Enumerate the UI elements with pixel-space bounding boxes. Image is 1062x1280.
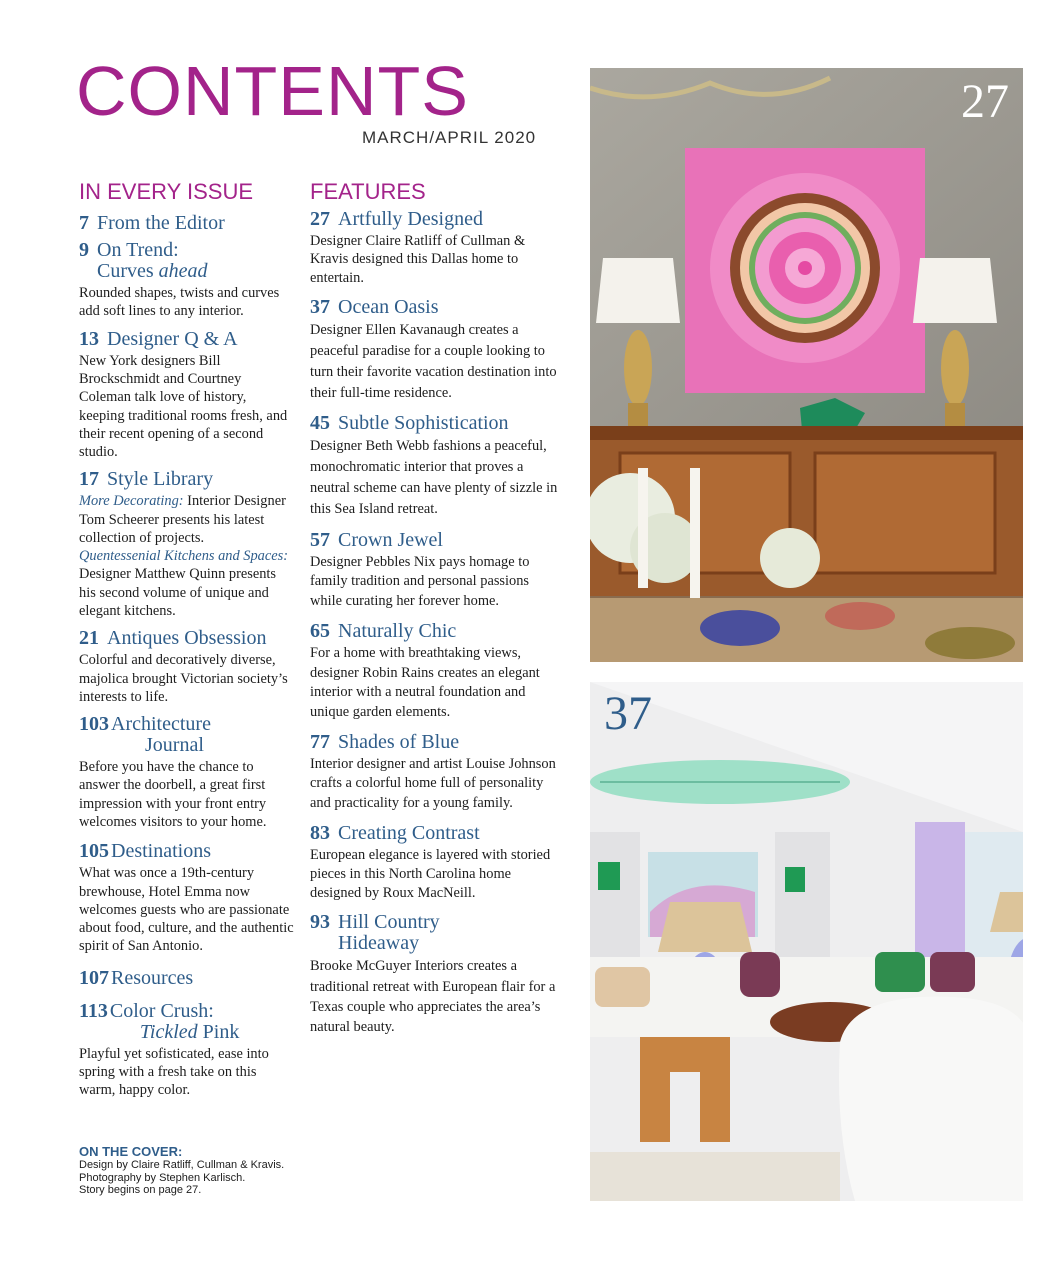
desc-label: Quentessenial Kitchens and Spaces: [79, 548, 289, 565]
page-number: 105 [79, 840, 109, 863]
issue-date: MARCH/APRIL 2020 [362, 128, 537, 147]
page-number: 45 [310, 412, 330, 435]
toc-entry[interactable] [310, 823, 560, 902]
on-the-cover [79, 1144, 314, 1197]
entry-title: Destinations [111, 840, 211, 863]
in-every-issue-column [79, 180, 294, 1100]
entry-description: Brooke McGuyer Interiors creates a traditional retreat with European flair for a Texas couple who appreciates the area’s natural beauty. [310, 958, 556, 1035]
toc-entry[interactable] [79, 714, 294, 831]
dining-room-illustration [590, 68, 1023, 662]
entry-title: Hill Country [338, 911, 440, 934]
page-title: CONTENTS [76, 52, 469, 130]
page-number: 77 [310, 731, 330, 753]
cover-label: ON THE COVER: [79, 1144, 183, 1159]
entry-title-italic: Tickled [139, 1020, 198, 1043]
entry-description: What was once a 19th-century brewhouse, Hotel Emma now welcomes guests who are passionate about food, culture, and the authentic spirit of San Antonio. [79, 865, 294, 955]
page-number: 107 [79, 966, 109, 989]
features-column [310, 180, 560, 1037]
entry-title: Resources [111, 966, 194, 989]
entry-description: Designer Pebbles Nix pays homage to family tradition and personal passions while curating her forever home. [310, 553, 530, 609]
entry-title: Subtle Sophistication [338, 412, 509, 435]
toc-entry[interactable] [310, 621, 560, 722]
toc-entry[interactable] [79, 213, 294, 234]
page-number: 113 [79, 999, 108, 1022]
living-room-photo[interactable] [590, 682, 1023, 1201]
entry-description: Playful yet sofisticated, ease into spring with a fresh take on this warm, happy color. [79, 1045, 269, 1099]
entry-title: Designer Q & A [107, 327, 238, 350]
toc-entry[interactable] [310, 297, 560, 404]
section-label: FEATURES [310, 179, 426, 204]
entry-title: Creating Contrast [338, 822, 480, 845]
toc-entry[interactable] [79, 1001, 294, 1100]
page-number: 9 [79, 239, 89, 262]
page-number: 93 [310, 911, 330, 934]
entry-title: Artfully Designed [338, 208, 483, 231]
entry-description [79, 492, 294, 620]
entry-description: Designer Beth Webb fashions a peaceful, monochromatic interior that proves a neutral scheme can have plenty of sizzle in this Sea Island retreat. [310, 438, 558, 518]
entry-description: Colorful and decoratively diverse, majolica brought Victorian society’s interests to life. [79, 652, 288, 705]
entry-title: On Trend: [97, 239, 179, 262]
cover-credit: Design by Claire Ratliff, Cullman & Kravis. [79, 1159, 285, 1171]
page-number: 65 [310, 620, 330, 643]
page-number: 103 [79, 713, 109, 736]
cover-credit: Photography by Stephen Karlisch. [79, 1171, 246, 1184]
toc-entry[interactable] [310, 209, 560, 287]
desc-label: More Decorating: [79, 493, 184, 510]
toc-entry[interactable] [79, 469, 294, 620]
section-label: IN EVERY ISSUE [79, 179, 254, 204]
entry-title-line2: Pink [197, 1020, 240, 1043]
page-number: 7 [79, 212, 89, 235]
page-number: 13 [79, 327, 99, 350]
entry-description: Designer Ellen Kavanaugh creates a peaceful paradise for a couple looking to turn their favorite vacation destination into their full-time residence. [310, 321, 557, 401]
entry-description: Rounded shapes, twists and curves add soft lines to any interior. [79, 285, 280, 320]
entry-title: Architecture [111, 713, 211, 736]
entry-title: Antiques Obsession [107, 627, 267, 650]
entry-description: New York designers Bill Brockschmidt and Courtney Coleman talk love of history, keeping traditional rooms fresh, and their recent opening of a second studio. [79, 352, 288, 461]
entry-description: Designer Claire Ratliff of Cullman & Kravis designed this Dallas home to entertain. [310, 233, 526, 286]
page-number: 21 [79, 627, 99, 650]
entry-title-line2: Journal [145, 734, 204, 757]
entry-description: For a home with breathtaking views, designer Robin Rains creates an elegant interior with a neutral foundation and unique garden elements. [310, 645, 540, 720]
entry-title-line2: Curves [97, 260, 159, 283]
toc-entry[interactable] [79, 841, 294, 955]
page-number: 83 [310, 822, 330, 845]
toc-entry[interactable] [310, 732, 560, 813]
toc-entry[interactable] [310, 413, 560, 520]
toc-entry[interactable] [79, 329, 294, 462]
entry-title: Style Library [107, 468, 214, 491]
entry-description: European elegance is layered with storied pieces in this North Carolina home designed by Roux MacNeill. [310, 847, 551, 901]
toc-entry[interactable] [310, 912, 560, 1037]
desc-text: Designer Matthew Quinn presents his second volume of unique and elegant kitchens. [79, 566, 277, 620]
photo-page-number: 27 [961, 75, 1009, 128]
toc-entry[interactable] [310, 530, 560, 611]
entry-title-italic: ahead [158, 260, 208, 283]
entry-title: Shades of Blue [338, 731, 460, 753]
toc-entry[interactable] [79, 240, 294, 321]
entry-description: Before you have the chance to answer the doorbell, a great first impression with your front entry welcomes visitors to your home. [79, 759, 267, 830]
photo-page-number: 37 [604, 687, 652, 740]
entry-title: Color Crush: [109, 999, 214, 1022]
page-number: 37 [310, 295, 330, 318]
toc-entry[interactable] [79, 968, 294, 989]
dining-room-photo[interactable] [590, 68, 1023, 662]
entry-title-line2: Hideaway [338, 932, 420, 955]
entry-description: Interior designer and artist Louise Johnson crafts a colorful home full of personality and practicality for a young family. [310, 756, 556, 811]
toc-entry[interactable] [79, 628, 294, 706]
page-number: 57 [310, 528, 330, 551]
cover-credit: Story begins on page 27. [79, 1184, 202, 1197]
entry-title: Naturally Chic [338, 620, 457, 643]
living-room-illustration [590, 682, 1023, 1201]
entry-title: From the Editor [97, 212, 225, 235]
desc-text: Interior Designer Tom Scheerer presents his latest collection of projects. [79, 493, 286, 546]
entry-title: Ocean Oasis [338, 295, 439, 318]
page-number: 27 [310, 208, 330, 231]
page-number: 17 [79, 468, 99, 491]
entry-title: Crown Jewel [338, 528, 443, 551]
